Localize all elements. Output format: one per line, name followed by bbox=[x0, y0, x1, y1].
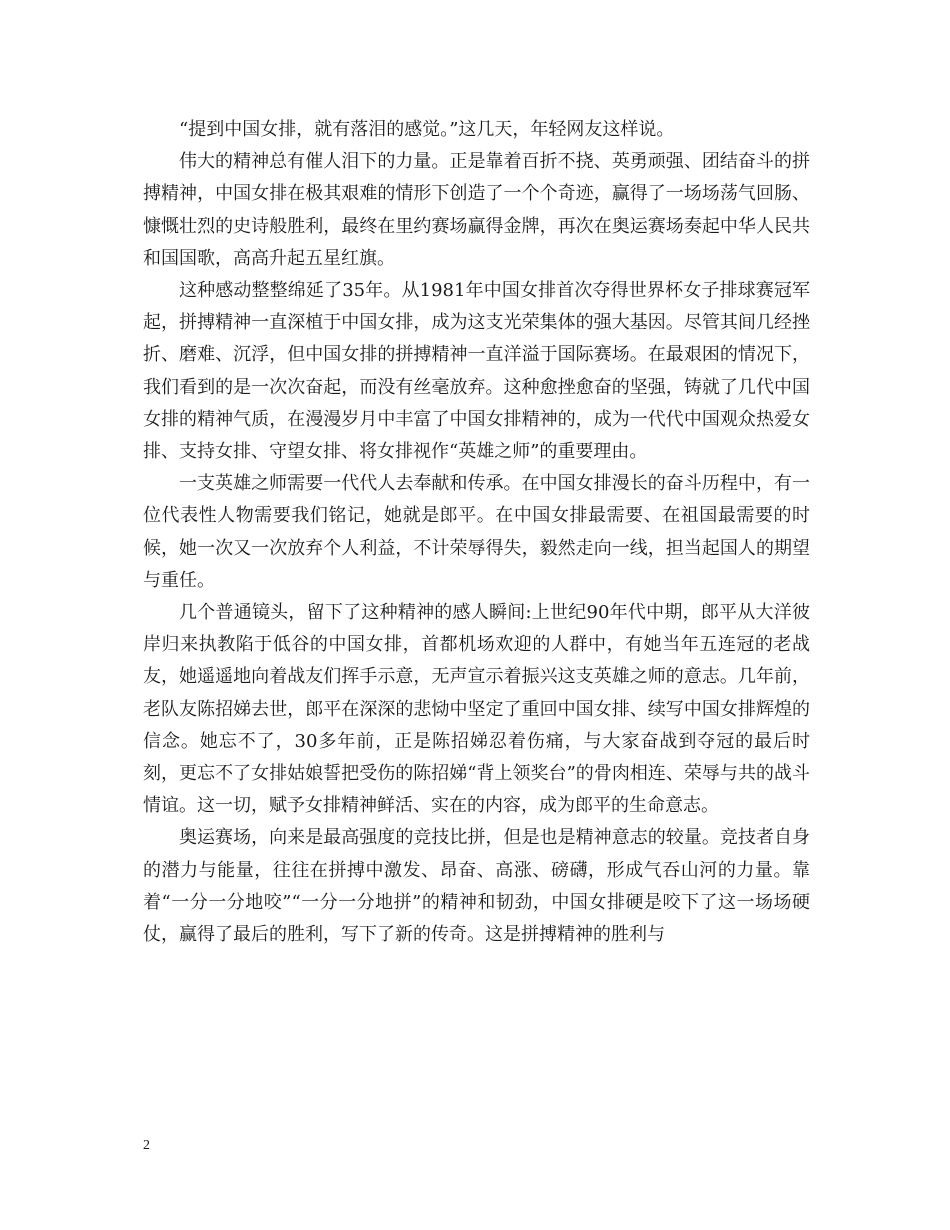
page-number: 2 bbox=[143, 1138, 150, 1153]
article-body bbox=[143, 114, 810, 951]
paragraph-1: “提到中国女排，就有落泪的感觉。”这几天，年轻网友这样说。 bbox=[179, 119, 675, 140]
paragraph-3: 这种感动整整绵延了35年。从1981年中国女排首次夺得世界杯女子排球赛冠军起，拼搏精神一直深植于中国女排，成为这支光荣集体的强大基因。尽管其间几经挫折、磨难、沉浮，但中国女排的拼搏精神一直洋溢于国际赛场。在最艰困的情况下，我们看到的是一次次奋起，而没有丝毫放弃。这种愈挫愈奋的坚强，铸就了几代中国女排的精神气质，在漫漫岁月中丰富了中国女排精神的，成为一代代中国观众热爱女排、支持女排、守望女排、将女排视作“英雄之师”的重要理由。 bbox=[143, 280, 810, 463]
paragraph-5: 几个普通镜头，留下了这种精神的感人瞬间:上世纪90年代中期，郎平从大洋彼岸归来执教陷于低谷的中国女排，首都机场欢迎的人群中，有她当年五连冠的老战友，她遥遥地向着战友们挥手示意，无声宣示着振兴这支英雄之师的意志。几年前，老队友陈招娣去世，郎平在深深的悲恸中坚定了重回中国女排、续写中国女排辉煌的信念。她忘不了，30多年前，正是陈招娣忍着伤痛，与大家奋战到夺冠的最后时刻，更忘不了女排姑娘誓把受伤的陈招娣“背上领奖台”的骨肉相连、荣辱与共的战斗情谊。这一切，赋予女排精神鲜活、实在的内容，成为郎平的生命意志。 bbox=[143, 602, 810, 817]
paragraph-6: 奥运赛场，向来是最高强度的竞技比拼，但是也是精神意志的较量。竞技者自身的潜力与能量，往往在拼搏中激发、昂奋、高涨、磅礴，形成气吞山河的力量。靠着“一分一分地咬”“一分一分地拼”的精神和韧劲，中国女排硬是咬下了这一场场硬仗，赢得了最后的胜利，写下了新的传奇。这是拼搏精神的胜利与 bbox=[143, 827, 810, 946]
paragraph-4: 一支英雄之师需要一代代人去奉献和传承。在中国女排漫长的奋斗历程中，有一位代表性人物需要我们铭记，她就是郎平。在中国女排最需要、在祖国最需要的时候，她一次又一次放弃个人利益，不计荣辱得失，毅然走向一线，担当起国人的期望与重任。 bbox=[143, 473, 810, 591]
paragraph-2: 伟大的精神总有催人泪下的力量。正是靠着百折不挠、英勇顽强、团结奋斗的拼搏精神，中国女排在极其艰难的情形下创造了一个个奇迹，赢得了一场场荡气回肠、慷慨壮烈的史诗般胜利，最终在里约赛场赢得金牌，再次在奥运赛场奏起中华人民共和国国歌，高高升起五星红旗。 bbox=[143, 151, 810, 269]
